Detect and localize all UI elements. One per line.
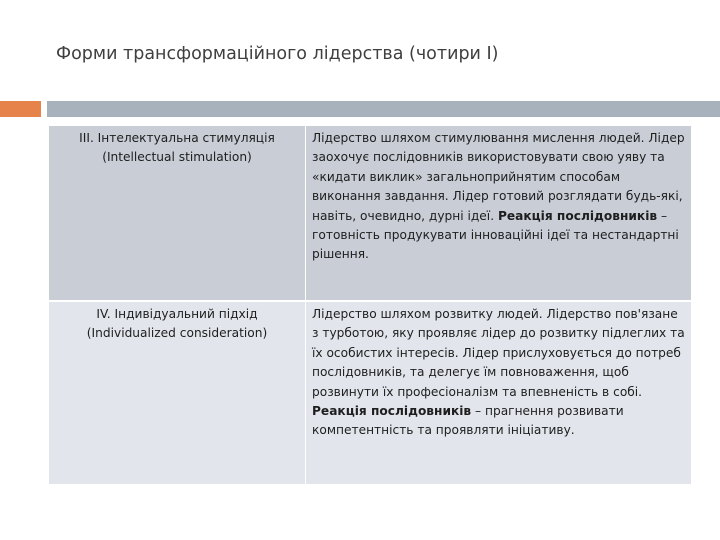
reaction-text: – готовність продукувати інноваційні ідеї та нестандартні рішення. bbox=[312, 208, 679, 262]
form-label: ІІІ. Інтелектуальна стимуляція bbox=[79, 131, 275, 145]
slide-title: Форми трансформаційного лідерства (чотири І) bbox=[56, 44, 499, 64]
table-row bbox=[49, 301, 692, 484]
form-label-english: (Intellectual stimulation) bbox=[102, 150, 252, 165]
leadership-forms-table bbox=[48, 126, 691, 484]
form-label-cell bbox=[49, 126, 306, 301]
form-label-cell bbox=[49, 301, 306, 484]
form-description-cell bbox=[306, 126, 692, 301]
reaction-label: Реакція послідовників bbox=[497, 208, 658, 223]
accent-square bbox=[0, 101, 41, 117]
form-label: ІV. Індивідуальний підхід bbox=[96, 307, 258, 321]
reaction-text: – прагнення розвивати компетентність та проявляти ініціативу. bbox=[312, 404, 624, 438]
reaction-label: Реакція послідовників bbox=[312, 404, 472, 419]
table-row bbox=[49, 126, 692, 301]
form-description: Лідерство шляхом стимулювання мислення людей. Лідер заохочує послідовників використовувати свою уяву та «кидати виклик» загальноприйнятим способам виконання завдання. Лідер готовий розглядати будь-які, навіть, очевидно, дурні ідеї. bbox=[312, 131, 685, 223]
accent-bar bbox=[47, 101, 720, 117]
form-label-english: (Individualized consideration) bbox=[86, 326, 268, 341]
form-description: Лідерство шляхом розвитку людей. Лідерство пов'язане з турботою, яку проявляє лідер до розвитку підлеглих та їх особистих інтересів. Лідер прислуховується до потреб послідовників, та делегує їм повноваження, щоб розвинути їх професіоналізм та впевненість в собі. bbox=[312, 307, 685, 399]
form-description-cell bbox=[306, 301, 692, 484]
